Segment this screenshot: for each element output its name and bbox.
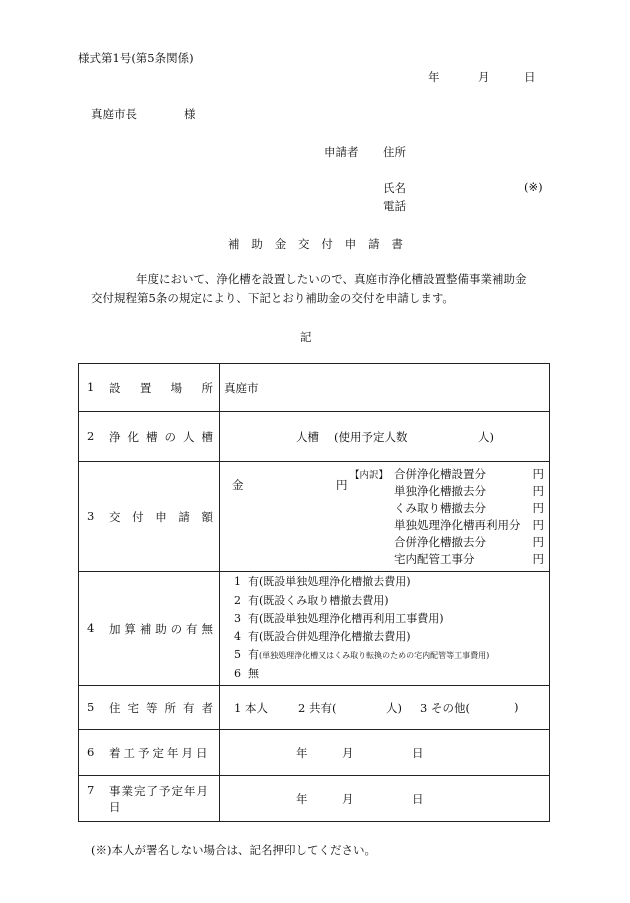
subsidy-option[interactable]: 2 有(既設くみ取り槽撤去費用) — [234, 593, 389, 607]
form-number: 様式第1号(第5条関係) — [78, 51, 194, 65]
addressee-honorific: 様 — [184, 107, 196, 121]
document-title: 補 助 金 交 付 申 請 書 — [228, 237, 403, 251]
owner-option-other[interactable]: 3 その他( — [420, 700, 470, 715]
phone-label: 電話 — [383, 199, 406, 213]
subsidy-option[interactable]: 5 有(単独処理浄化槽又はくみ取り転換のための宅内配管等工事費用) — [234, 648, 490, 662]
row-completion-date: 7 事業完了予定年月日 年 月 日 — [79, 776, 550, 822]
subsidy-options — [220, 573, 549, 683]
row-start-date-label: 着工予定年月日 — [109, 745, 211, 760]
breakdown-row: くみ取り槽撤去分 円 — [394, 500, 544, 515]
date-month: 月 — [478, 70, 490, 84]
subsidy-option[interactable]: 3 有(既設単独処理浄化槽再利用工事費用) — [234, 611, 444, 625]
addressee-name: 真庭市長 — [91, 107, 137, 121]
breakdown-row: 単独浄化槽撤去分 円 — [394, 483, 544, 498]
breakdown-row: 宅内配管工事分 円 — [394, 551, 544, 566]
name-mark: (※) — [524, 180, 543, 194]
row-completion-date-label: 事業完了予定年月日 — [109, 783, 209, 814]
row-additional-subsidy: 4 加 算 補 助 の 有 無 1 有(既設単独処理浄化槽撤去費用) 2 有(既設くみ取り槽撤去費用) 3 有(既設単独処理浄化槽再利用工事費用) 4 有(既設合併処理浄化槽撤去費用) 5 有(単独処理浄化槽又はくみ取り転換のための宅内配管等工事費用) 6 無 — [79, 572, 550, 686]
row-additional-subsidy-label: 加 算 補 助 の 有 無 — [109, 621, 213, 636]
address-label: 住所 — [383, 145, 406, 159]
grant-amount-field[interactable] — [220, 462, 550, 572]
date-day: 日 — [524, 70, 536, 84]
name-label: 氏名 — [383, 181, 406, 195]
row-location: 1 設 置 場 所 真庭市 — [79, 364, 550, 412]
breakdown-table — [394, 465, 544, 567]
footnote: (※)本人が署名しない場合は、記名押印してください。 — [91, 843, 376, 857]
breakdown-row: 合併浄化槽設置分 円 — [394, 466, 544, 481]
location-value: 真庭市 — [224, 380, 259, 395]
row-owner-label: 住 宅 等 所 有 者 — [109, 700, 213, 715]
row-grant-amount: 3 交 付 申 請 額 金 円 【内訳】 合併浄化槽設置分 円 単独浄化槽撤去分 円 くみ取り槽撤去分 円 単独処理浄化槽再利用分 円 合併浄化槽撤去分 円 宅内配管工事分 円 — [79, 462, 550, 572]
ki-label: 記 — [300, 330, 312, 344]
location-field[interactable] — [220, 364, 550, 412]
applicant-label: 申請者 — [324, 145, 359, 159]
body-line-2: 交付規程第5条の規定により、下記とおり補助金の交付を申請します。 — [91, 291, 454, 305]
yen-label: 円 — [336, 478, 348, 492]
row-owner: 5 住 宅 等 所 有 者 1 本人 2 共有( 人) 3 その他( ) — [79, 686, 550, 730]
breakdown-row: 単独処理浄化槽再利用分 円 — [394, 517, 544, 532]
date-year: 年 — [428, 70, 440, 84]
row-tank-size: 2 浄 化 槽 の 人 槽 人槽 (使用予定人数 人) — [79, 412, 550, 462]
row-grant-amount-label: 交 付 申 請 額 — [109, 509, 213, 524]
subsidy-option[interactable]: 6 無 — [234, 667, 259, 681]
breakdown-row: 合併浄化槽撤去分 円 — [394, 534, 544, 549]
application-table — [78, 363, 550, 822]
subsidy-option[interactable]: 4 有(既設合併処理浄化槽撤去費用) — [234, 630, 411, 643]
row-tank-size-label: 浄 化 槽 の 人 槽 — [109, 429, 213, 444]
row-start-date: 6 着工予定年月日 年 月 日 — [79, 730, 550, 776]
start-date-field[interactable]: 年 月 日 — [220, 730, 550, 776]
subsidy-option[interactable]: 1 有(既設単独処理浄化槽撤去費用) — [234, 575, 411, 589]
kin-label: 金 — [232, 478, 244, 492]
completion-date-field[interactable]: 年 月 日 — [220, 776, 550, 822]
row-location-label: 設 置 場 所 — [109, 380, 213, 395]
owner-option-shared[interactable]: 2 共有( — [298, 700, 337, 715]
tank-size-field[interactable]: 人槽 (使用予定人数 人) — [220, 412, 550, 462]
breakdown-label: 【内訳】 — [350, 470, 389, 481]
owner-option-self[interactable]: 1 本人 — [234, 700, 268, 715]
body-line-1: 年度において、浄化槽を設置したいので、真庭市浄化槽設置整備事業補助金 — [136, 272, 527, 286]
